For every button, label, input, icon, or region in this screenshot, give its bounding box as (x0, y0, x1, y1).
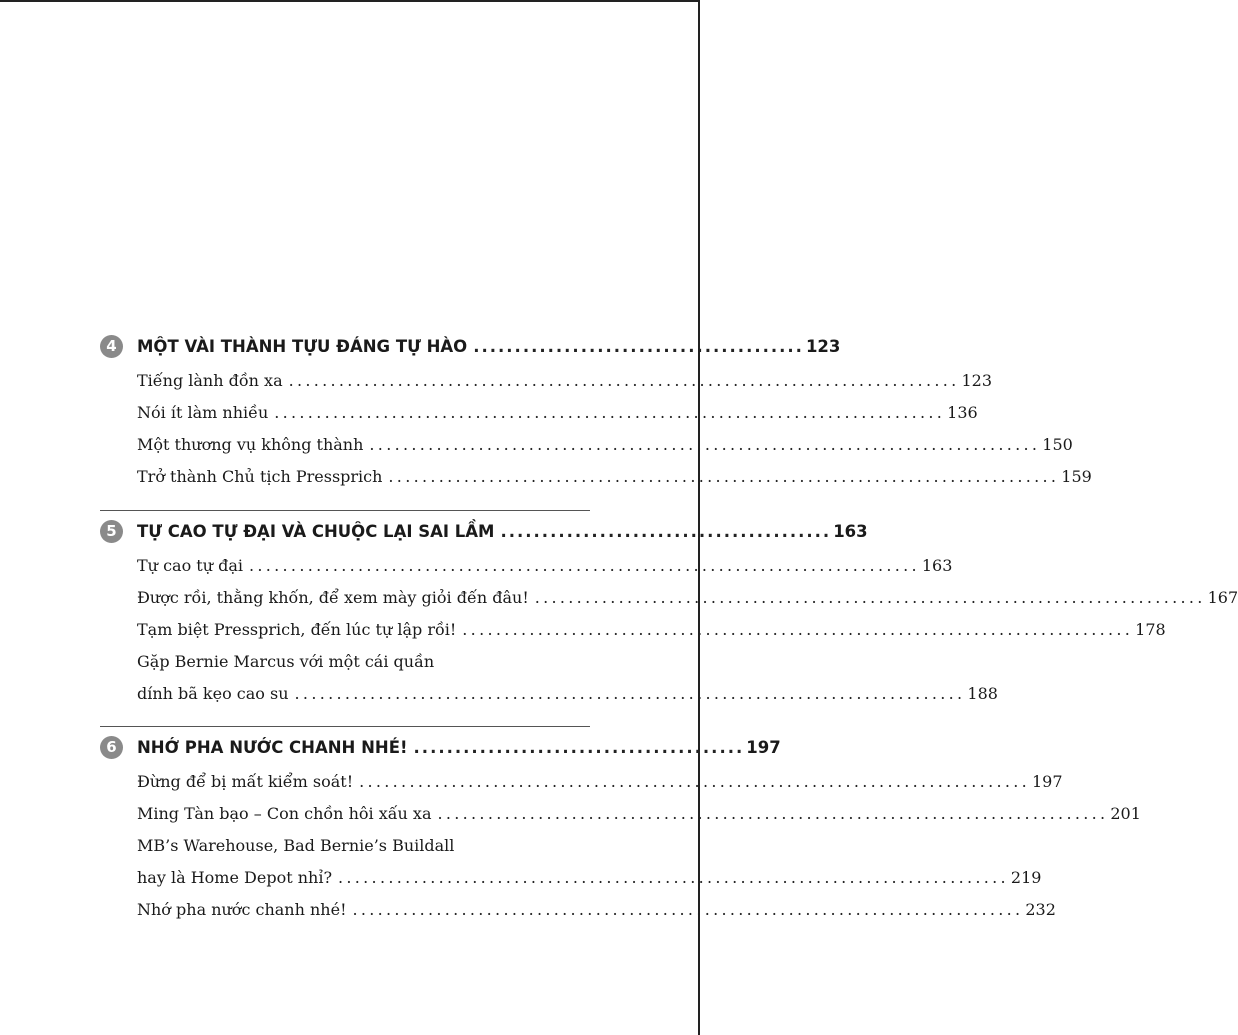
entry-title: Đừng để bị mất kiểm soát! (137, 772, 354, 791)
chapter-title: MỘT VÀI THÀNH TỰU ĐÁNG TỰ HÀO (137, 337, 468, 356)
entry-page: 219 (1010, 868, 1042, 887)
chapter-title-line (137, 732, 781, 764)
entry-page: 201 (1110, 804, 1141, 823)
entry-title-line-2: hay là Home Depot nhỉ? (137, 868, 333, 887)
entry-page: 123 (961, 371, 993, 390)
toc-entry[interactable] (137, 397, 978, 429)
chapter-page: 197 (746, 738, 781, 757)
entry-page: 159 (1061, 467, 1092, 486)
entry-title-line-2: dính bã kẹo cao su (137, 684, 289, 703)
dot-leader: ................................................................................ (462, 620, 1134, 639)
chapter-number-badge: 6 (100, 736, 123, 759)
dot-leader: ................................................................................ (338, 868, 1009, 887)
entry-title: Tiếng lành đồn xa (137, 371, 283, 390)
toc-entry[interactable] (137, 582, 1238, 614)
dot-leader: ........................................ (473, 337, 804, 356)
chapter-heading[interactable] (100, 331, 841, 365)
dot-leader: ................................................................................ (534, 588, 1206, 607)
entry-title: Nhớ pha nước chanh nhé! (137, 900, 347, 919)
chapter-title-line (137, 331, 841, 363)
chapter-page: 163 (833, 522, 868, 541)
entry-page: 136 (947, 403, 978, 422)
chapter-heading[interactable] (100, 732, 781, 766)
entry-page: 232 (1025, 900, 1056, 919)
toc-entry[interactable] (137, 830, 1042, 894)
entry-title-line-1: MB’s Warehouse, Bad Bernie’s Buildall (137, 836, 455, 855)
dot-leader: ........................................ (500, 522, 832, 541)
toc-entry[interactable] (137, 550, 953, 582)
dot-leader: ................................................................................ (352, 900, 1024, 919)
toc-entry[interactable] (137, 894, 1056, 926)
toc-entry[interactable] (137, 429, 1073, 461)
toc-entry[interactable] (137, 766, 1063, 798)
toc-chapter-6 (100, 732, 1141, 926)
dot-leader: ................................................................................ (274, 403, 946, 422)
page-top-border (0, 0, 700, 2)
dot-leader: ................................................................................ (388, 467, 1060, 486)
entry-title: Được rồi, thằng khốn, để xem mày giỏi đến đâu! (137, 588, 529, 607)
toc-chapter-4 (100, 331, 1092, 493)
toc-entry[interactable] (137, 461, 1092, 493)
entry-page: 197 (1032, 772, 1063, 791)
entry-page: 178 (1135, 620, 1166, 639)
entry-page: 188 (967, 684, 998, 703)
toc-entry[interactable] (137, 614, 1166, 646)
section-divider (100, 726, 590, 727)
dot-leader: ................................................................................ (369, 435, 1041, 454)
chapter-heading[interactable] (100, 516, 868, 550)
dot-leader: ........................................ (413, 738, 745, 757)
chapter-title: TỰ CAO TỰ ĐẠI VÀ CHUỘC LẠI SAI LẦM (137, 522, 495, 541)
dot-leader: ................................................................................ (437, 804, 1109, 823)
chapter-title-line (137, 516, 868, 548)
toc-entry[interactable] (137, 365, 993, 397)
toc-entry[interactable] (137, 646, 998, 710)
entry-page: 150 (1042, 435, 1073, 454)
chapter-page: 123 (805, 337, 841, 356)
entry-page: 167 (1207, 588, 1238, 607)
entry-title: Ming Tàn bạo – Con chồn hôi xấu xa (137, 804, 432, 823)
entry-title-line-1: Gặp Bernie Marcus với một cái quần (137, 652, 435, 671)
section-divider (100, 510, 590, 511)
dot-leader: ................................................................................ (294, 684, 966, 703)
entry-title: Tạm biệt Pressprich, đến lúc tự lập rồi! (137, 620, 457, 639)
toc-chapter-5 (100, 516, 1238, 710)
dot-leader: ................................................................................ (359, 772, 1030, 791)
entry-title: Tự cao tự đại (137, 556, 243, 575)
entry-title: Trở thành Chủ tịch Pressprich (137, 467, 383, 486)
toc-entry[interactable] (137, 798, 1141, 830)
dot-leader: ................................................................................ (288, 371, 960, 390)
entry-page: 163 (921, 556, 953, 575)
entry-title: Nói ít làm nhiều (137, 403, 269, 422)
dot-leader: ................................................................................ (249, 556, 920, 575)
chapter-number-badge: 5 (100, 520, 123, 543)
chapter-title: NHỚ PHA NƯỚC CHANH NHÉ! (137, 738, 408, 757)
entry-title: Một thương vụ không thành (137, 435, 364, 454)
chapter-number-badge: 4 (100, 335, 123, 358)
